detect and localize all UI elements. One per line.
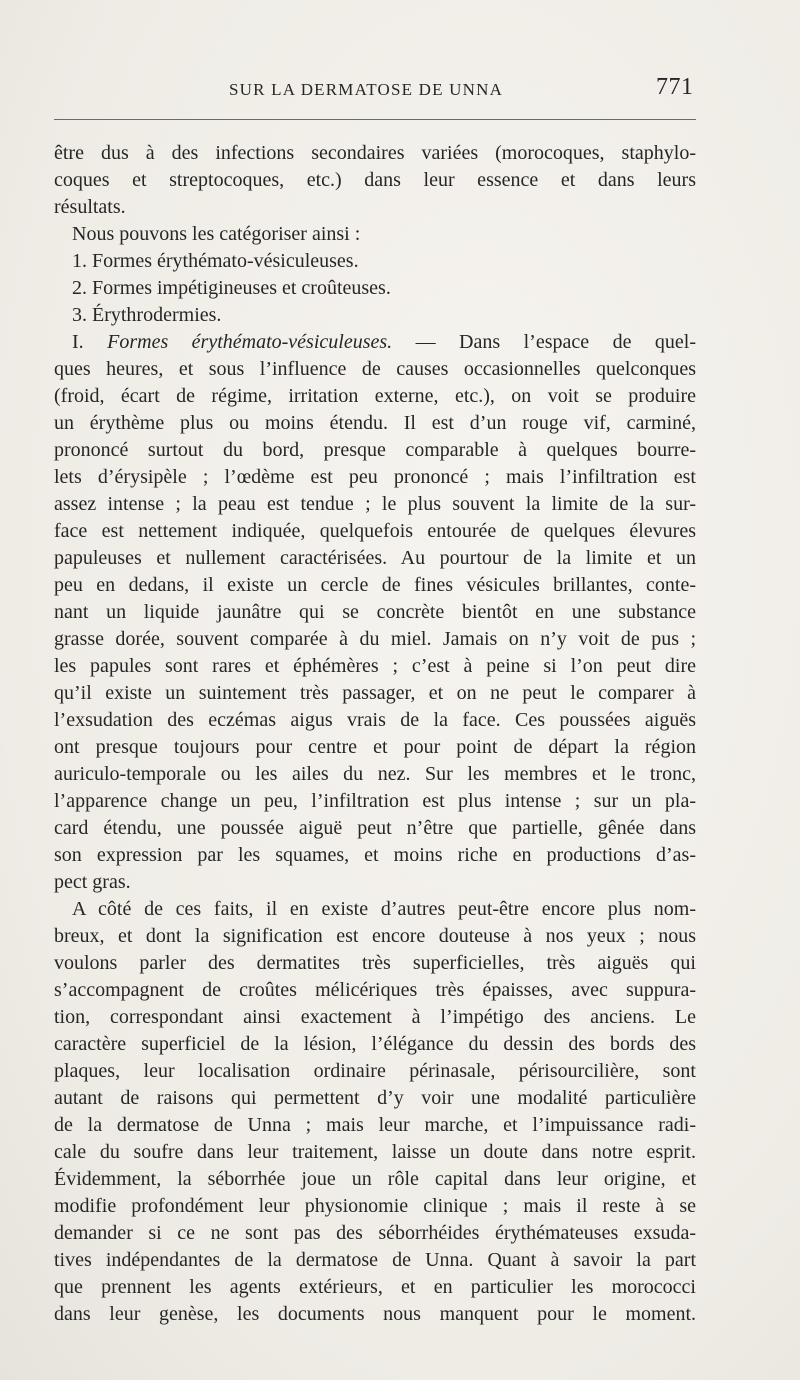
text-line: les papules sont rares et éphémères ; c’est à peine si l’on peut dire bbox=[54, 655, 696, 677]
text-line: de la dermatose de Unna ; mais leur marche, et l’impuissance radi- bbox=[54, 1114, 696, 1136]
text-line: A côté de ces faits, il en existe d’autres peut-être encore plus nom- bbox=[72, 898, 696, 920]
section-numeral: I. bbox=[72, 331, 84, 353]
text-line: tives indépendantes de la dermatose de Unna. Quant à savoir la part bbox=[54, 1249, 696, 1271]
page-number: 771 bbox=[656, 74, 694, 100]
text-line: breux, et dont la signification est encore douteuse à nos yeux ; nous bbox=[54, 925, 696, 947]
text-line: l’exsudation des eczémas aigus vrais de la face. Ces poussées aiguës bbox=[54, 709, 696, 731]
text-line: papuleuses et nullement caractérisées. Au pourtour de la limite et un bbox=[54, 547, 696, 569]
text-line: (froid, écart de régime, irritation externe, etc.), on voit se produire bbox=[54, 385, 696, 407]
text-line: l’apparence change un peu, l’infiltration est plus intense ; sur un pla- bbox=[54, 790, 696, 812]
text-line: résultats. bbox=[54, 196, 126, 218]
text-line: lets d’érysipèle ; l’œdème est peu prononcé ; mais l’infiltration est bbox=[54, 466, 696, 488]
text-line: coques et streptocoques, etc.) dans leur essence et dans leurs bbox=[54, 169, 696, 191]
text-line: s’accompagnent de croûtes mélicériques très épaisses, avec suppura- bbox=[54, 979, 696, 1001]
text-line: ques heures, et sous l’influence de causes occasionnelles quelconques bbox=[54, 358, 696, 380]
text-line: autant de raisons qui permettent d’y voir une modalité particulière bbox=[54, 1087, 696, 1109]
running-head: SUR LA DERMATOSE DE UNNA bbox=[229, 80, 504, 99]
text-line: nant un liquide jaunâtre qui se concrète bientôt en une substance bbox=[54, 601, 696, 623]
text-line: ont presque toujours pour centre et pour point de départ la région bbox=[54, 736, 696, 758]
text-line: peu en dedans, il existe un cercle de fines vésicules brillantes, conte- bbox=[54, 574, 696, 596]
section-title: Formes érythémato-vésiculeuses. bbox=[107, 331, 393, 353]
text-line: son expression par les squames, et moins riche en productions d’as- bbox=[54, 844, 696, 866]
text-line: Nous pouvons les catégoriser ainsi : bbox=[72, 223, 361, 245]
text-line: un érythème plus ou moins étendu. Il est d’un rouge vif, carminé, bbox=[54, 412, 696, 434]
list-item: 2. Formes impétigineuses et croûteuses. bbox=[72, 277, 391, 299]
text-line: qu’il existe un suintement très passager, et on ne peut le comparer à bbox=[54, 682, 696, 704]
header-rule bbox=[54, 119, 696, 120]
list-item: 3. Érythrodermies. bbox=[72, 304, 222, 326]
text-line: auriculo-temporale ou les ailes du nez. Sur les membres et le tronc, bbox=[54, 763, 696, 785]
text-line: face est nettement indiquée, quelquefois entourée de quelques élevures bbox=[54, 520, 696, 542]
text-line: être dus à des infections secondaires variées (morocoques, staphylo- bbox=[54, 142, 696, 164]
text-line: pect gras. bbox=[54, 871, 131, 893]
text-line: tion, correspondant ainsi exactement à l’impétigo des anciens. Le bbox=[54, 1006, 696, 1028]
text-line: que prennent les agents extérieurs, et en particulier les morococci bbox=[54, 1276, 696, 1298]
text-line: demander si ce ne sont pas des séborrhéides érythémateuses exsuda- bbox=[54, 1222, 696, 1244]
text-fragment: — Dans l’espace de quel- bbox=[415, 331, 696, 353]
text-line: caractère superficiel de la lésion, l’élégance du dessin des bords des bbox=[54, 1033, 696, 1055]
text-line: grasse dorée, souvent comparée à du miel. Jamais on n’y voit de pus ; bbox=[54, 628, 696, 650]
page-header bbox=[0, 74, 800, 108]
text-line: voulons parler des dermatites très superficielles, très aiguës qui bbox=[54, 952, 696, 974]
body-text bbox=[54, 140, 696, 1328]
text-line: card étendu, une poussée aiguë peut n’être que partielle, gênée dans bbox=[54, 817, 696, 839]
text-line: modifie profondément leur physionomie clinique ; mais il reste à se bbox=[54, 1195, 696, 1217]
text-line: dans leur genèse, les documents nous manquent pour le moment. bbox=[54, 1303, 696, 1325]
text-line: plaques, leur localisation ordinaire périnasale, périsourcilière, sont bbox=[54, 1060, 696, 1082]
section-heading-line bbox=[54, 329, 696, 356]
text-line: prononcé surtout du bord, presque comparable à quelques bourre- bbox=[54, 439, 696, 461]
text-line: assez intense ; la peau est tendue ; le plus souvent la limite de la sur- bbox=[54, 493, 696, 515]
text-line: cale du soufre dans leur traitement, laisse un doute dans notre esprit. bbox=[54, 1141, 696, 1163]
text-line: Évidemment, la séborrhée joue un rôle capital dans leur origine, et bbox=[54, 1168, 696, 1190]
list-item: 1. Formes érythémato-vésiculeuses. bbox=[72, 250, 359, 272]
